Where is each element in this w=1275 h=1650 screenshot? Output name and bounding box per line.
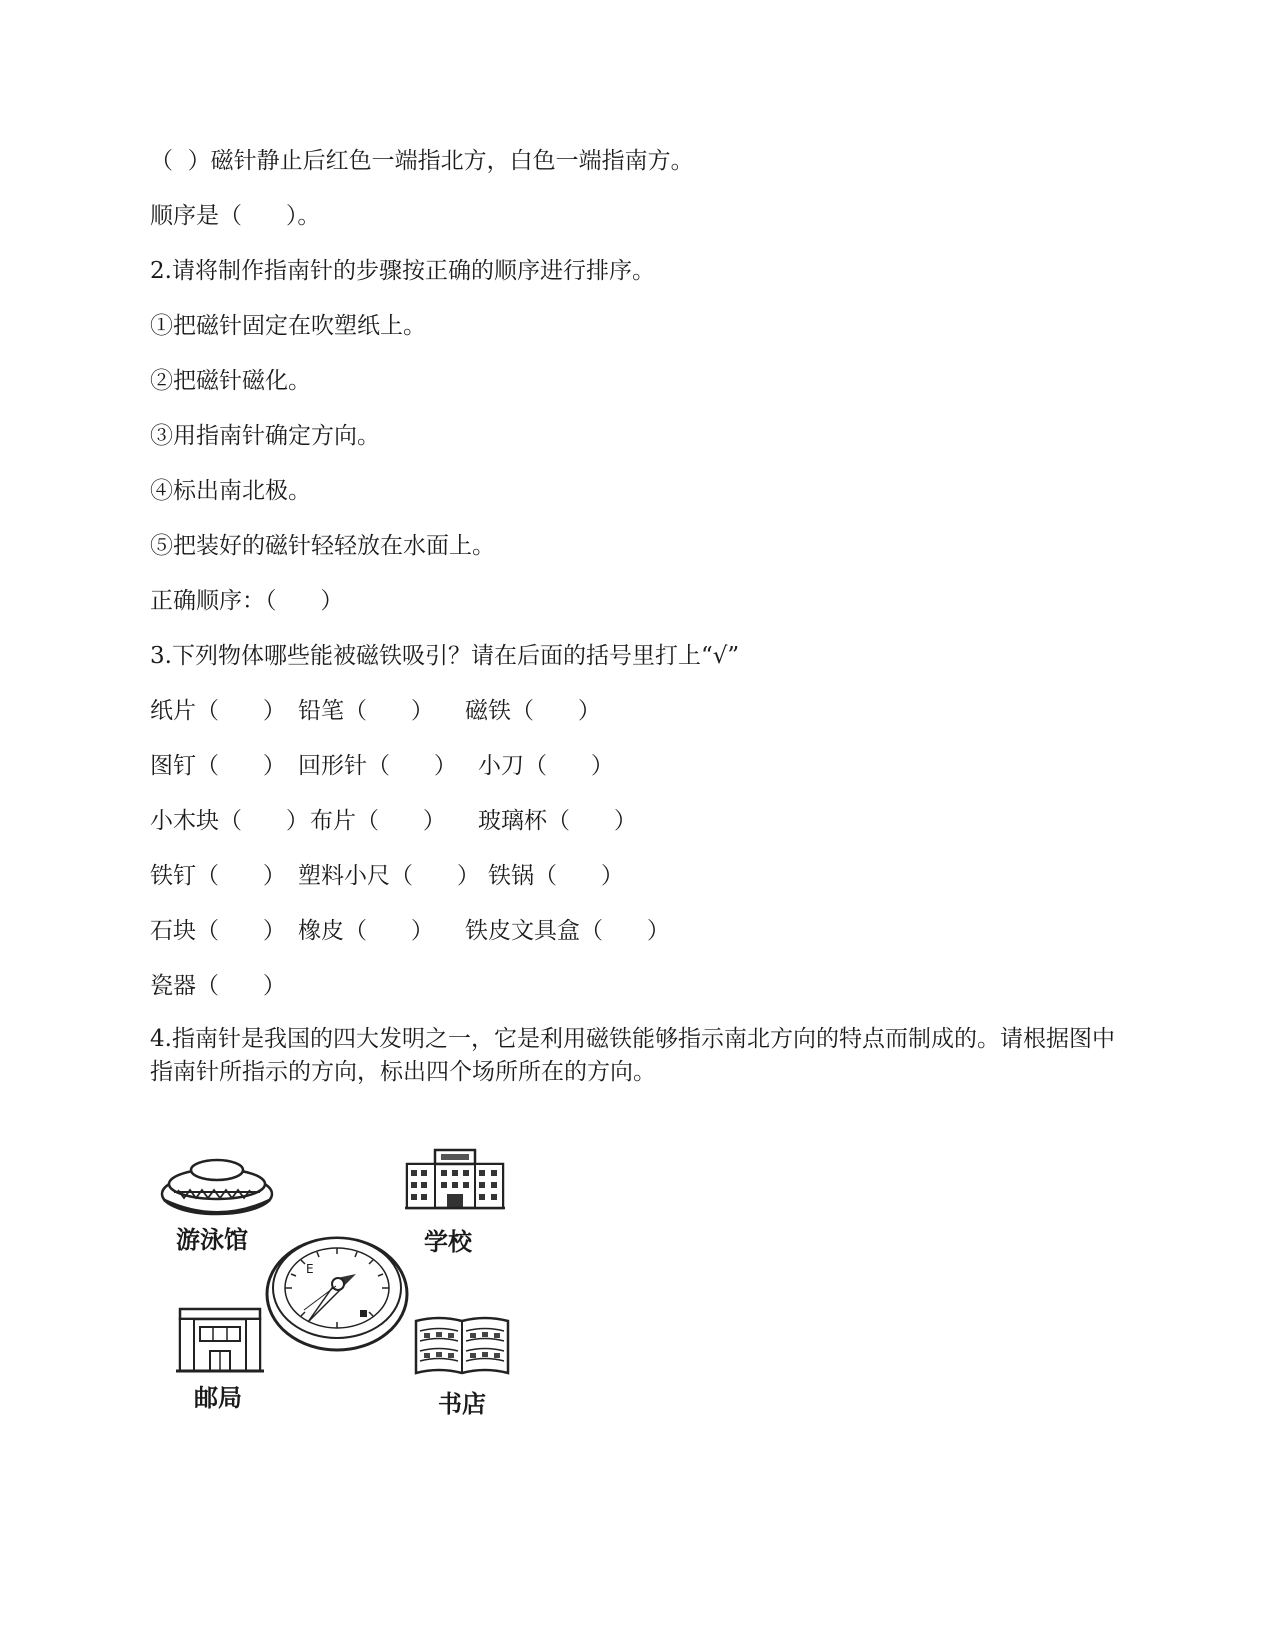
q3-item: 塑料小尺（ ） [298,863,480,889]
step-4: ④标出南北极。 [150,478,311,504]
q3-item: 磁铁（ ） [465,698,601,724]
correct-order: 正确顺序：（ ） [150,588,344,614]
swimming-pool-icon [160,1150,275,1220]
line-1: （ ）磁针静止后红色一端指北方，白色一端指南方。 [150,148,694,174]
q3-item: 布片（ ） [310,808,446,834]
q3-item: 玻璃杯（ ） [478,808,637,834]
school-label: 学校 [424,1228,472,1256]
question-4: 4.指南针是我国的四大发明之一，它是利用磁铁能够指示南北方向的特点而制成的。请根据图中指南针所指示的方向，标出四个场所所在的方向。 [150,1026,1115,1085]
compass-letter: E [306,1262,314,1276]
q3-item: 回形针（ ） [298,753,457,779]
compass-icon [264,1230,410,1352]
bookstore-icon [412,1315,512,1377]
step-5: ⑤把装好的磁针轻轻放在水面上。 [150,533,495,559]
map-figure [160,1150,560,1480]
swimming-pool-label: 游泳馆 [176,1226,248,1254]
q3-item: 纸片（ ） [150,698,286,724]
q3-item: 石块（ ） [150,918,286,944]
post-office-label: 邮局 [194,1384,242,1412]
step-1: ①把磁针固定在吹塑纸上。 [150,313,426,339]
line-2: 顺序是（ ）。 [150,203,321,229]
q3-item: 铅笔（ ） [298,698,434,724]
q3-item: 小木块（ ） [150,808,309,834]
q3-item: 小刀（ ） [478,753,614,779]
q3-item: 橡皮（ ） [298,918,434,944]
q3-item: 铁锅（ ） [488,863,624,889]
q3-item: 瓷器（ ） [150,973,286,999]
step-3: ③用指南针确定方向。 [150,423,380,449]
q3-item: 图钉（ ） [150,753,286,779]
q3-item: 铁皮文具盒（ ） [465,918,670,944]
post-office-icon [176,1305,264,1375]
question-2: 2.请将制作指南针的步骤按正确的顺序进行排序。 [150,258,655,284]
question-3: 3.下列物体哪些能被磁铁吸引？请在后面的括号里打上“√” [150,643,740,669]
school-icon [405,1146,505,1214]
step-2: ②把磁针磁化。 [150,368,311,394]
q3-item: 铁钉（ ） [150,863,286,889]
bookstore-label: 书店 [438,1390,486,1418]
